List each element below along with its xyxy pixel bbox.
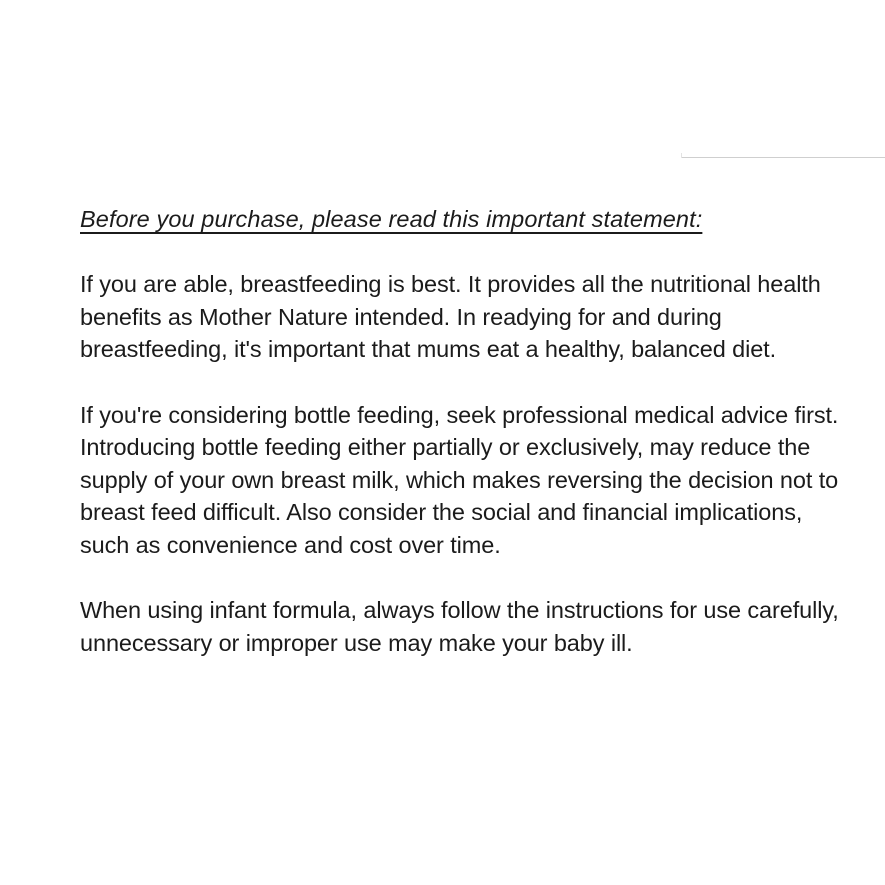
statement-block [80,203,840,692]
paragraph-infant-formula-warning: When using infant formula, always follow the instructions for use carefully, unnecessary or improper use may make your baby ill. [80,597,839,656]
statement-heading: Before you purchase, please read this important statement: [80,206,703,232]
divider-line [681,157,885,158]
paragraph-breastfeeding-best: If you are able, breastfeeding is best. It provides all the nutritional health benefits as Mother Nature intended. In readying for and during breastfeeding, it's important that mums eat a healthy, balanced diet. [80,271,821,362]
paragraph-bottle-feeding-advice: If you're considering bottle feeding, seek professional medical advice first. Introducing bottle feeding either partially or exclusively, may reduce the supply of your own breast milk, which makes reversing the decision not to breast feed difficult. Also consider the social and financial implications, such as convenience and cost over time. [80,401,839,558]
